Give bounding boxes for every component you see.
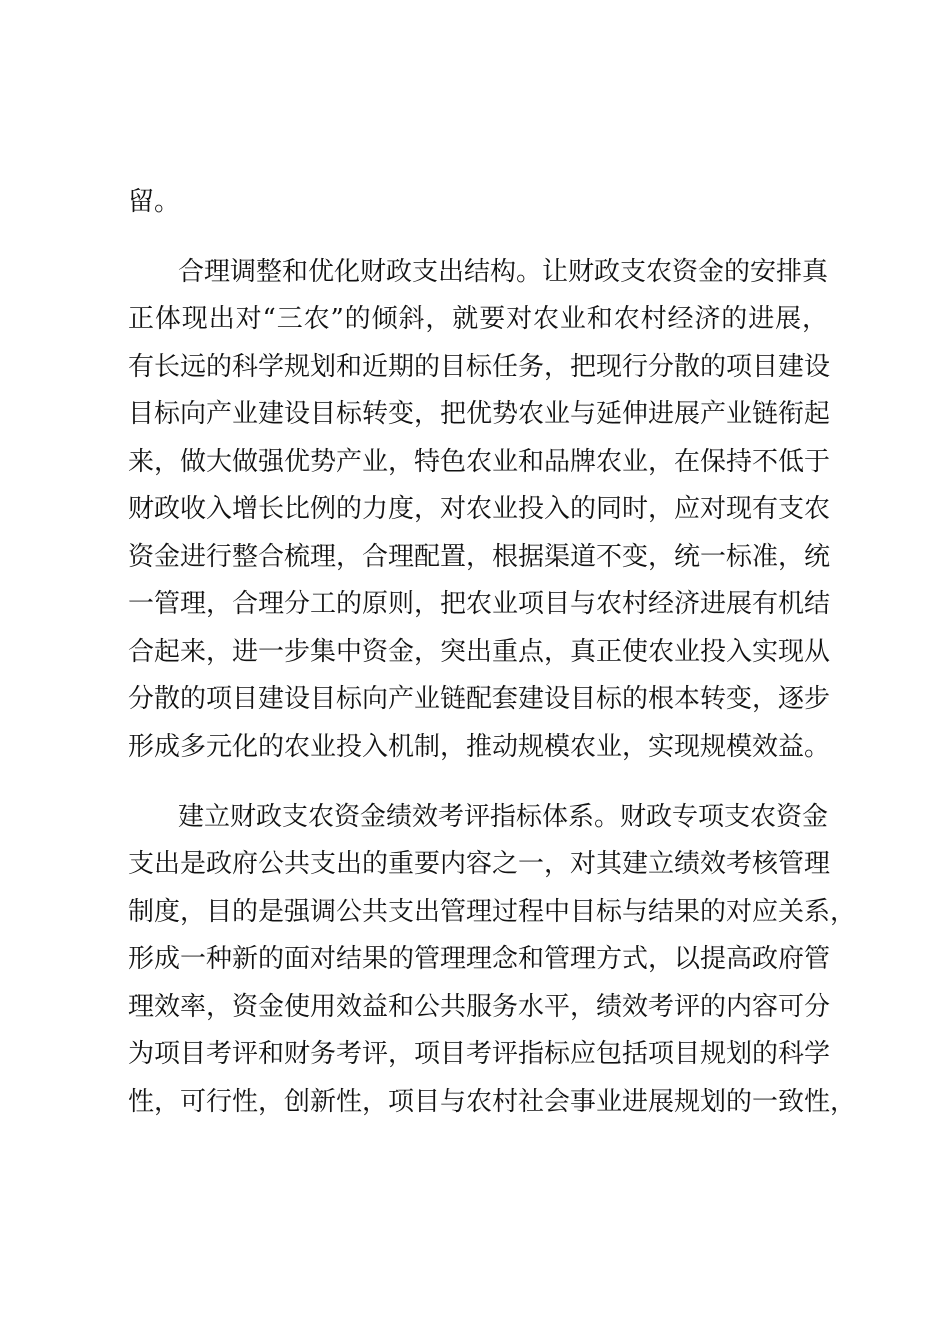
text-line: 理效率，资金使用效益和公共服务水平，绩效考评的内容可分 — [128, 992, 831, 1022]
text-line: 财政收入增长比例的力度，对农业投入的同时，应对现有支农 — [128, 494, 831, 524]
text-line: 形成一种新的面对结果的管理理念和管理方式，以提高政府管 — [128, 944, 831, 974]
text-line: 有长远的科学规划和近期的目标任务，把现行分散的项目建设 — [128, 352, 831, 382]
text-line: 一管理，合理分工的原则，把农业项目与农村经济进展有机结 — [128, 589, 831, 619]
paragraph-first-line: 合理调整和优化财政支出结构。让财政支农资金的安排真 — [178, 257, 829, 287]
paragraph-first-line: 建立财政支农资金绩效考评指标体系。财政专项支农资金 — [178, 802, 829, 832]
text-line: 留。 — [128, 187, 181, 217]
text-line: 为项目考评和财务考评，项目考评指标应包括项目规划的科学 — [128, 1039, 831, 1069]
text-line: 形成多元化的农业投入机制，推动规模农业，实现规模效益。 — [128, 732, 831, 762]
text-line: 分散的项目建设目标向产业链配套建设目标的根本转变，逐步 — [128, 684, 831, 714]
text-line: 合起来，进一步集中资金，突出重点，真正使农业投入实现从 — [128, 637, 831, 667]
text-line: 目标向产业建设目标转变，把优势农业与延伸进展产业链衔起 — [128, 399, 831, 429]
text-line: 资金进行整合梳理，合理配置，根据渠道不变，统一标准，统 — [128, 542, 831, 572]
text-line: 支出是政府公共支出的重要内容之一，对其建立绩效考核管理 — [128, 849, 831, 879]
text-line: 制度，目的是强调公共支出管理过程中目标与结果的对应关系， — [128, 897, 857, 927]
text-line: 性，可行性，创新性，项目与农村社会事业进展规划的一致性， — [128, 1087, 857, 1117]
text-line: 来，做大做强优势产业，特色农业和品牌农业，在保持不低于 — [128, 447, 831, 477]
text-line: 正体现出对“三农”的倾斜，就要对农业和农村经济的进展， — [128, 304, 828, 334]
